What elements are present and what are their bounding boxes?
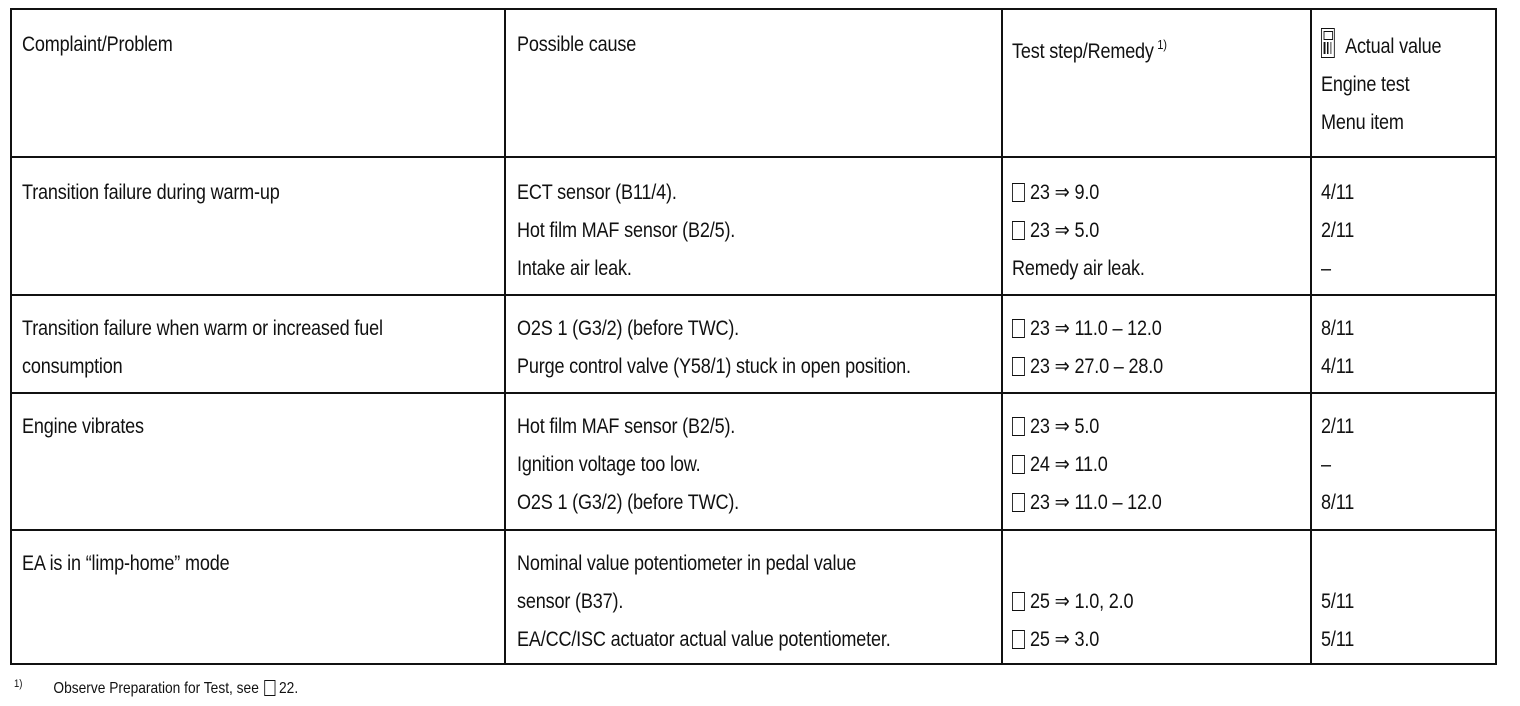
row-3-causes: Hot film MAF sensor (B2/5). Ignition voltage too low. O2S 1 (G3/2) (before TWC). xyxy=(517,415,740,514)
row-1-causes: ECT sensor (B11/4). Hot film MAF sensor (B2/5). Intake air leak. xyxy=(517,181,736,280)
reference-box-icon xyxy=(1012,592,1025,611)
row-4-tests xyxy=(1012,545,1133,659)
footnote-text: Observe Preparation for Test, see xyxy=(53,680,259,697)
row-2-tests xyxy=(1012,310,1163,386)
reference-box-icon xyxy=(1012,221,1025,240)
header-complaint: Complaint/Problem xyxy=(22,33,173,56)
reference-box-icon xyxy=(264,680,275,696)
row-4-actual: 5/11 5/11 xyxy=(1321,590,1355,651)
footnote xyxy=(14,672,298,701)
row-1-complaint: Transition failure during warm-up xyxy=(22,181,280,204)
row-2-actual: 8/11 4/11 xyxy=(1321,317,1355,378)
test-step: 23 ⇒ 27.0 – 28.0 xyxy=(1012,348,1163,386)
row-4-complaint: EA is in “limp-home” mode xyxy=(22,552,230,575)
row-2-complaint: Transition failure when warm or increased fuel consumption xyxy=(22,317,383,378)
reference-box-icon xyxy=(1012,357,1025,376)
row-divider xyxy=(12,294,1495,296)
test-step: 23 ⇒ 5.0 xyxy=(1012,408,1162,446)
row-1-tests xyxy=(1012,174,1145,288)
reference-box-icon xyxy=(1012,493,1025,512)
row-3-tests xyxy=(1012,408,1162,522)
reference-box-icon xyxy=(1012,417,1025,436)
reference-box-icon xyxy=(1012,630,1025,649)
row-4-causes: Nominal value potentiometer in pedal value sensor (B37). EA/CC/ISC actuator actual value potentiometer. xyxy=(517,552,891,651)
row-divider xyxy=(12,392,1495,394)
row-1-actual: 4/11 2/11 – xyxy=(1321,181,1355,280)
footnote-marker: 1) xyxy=(1157,37,1167,52)
header-actual: Actual value Engine test Menu item xyxy=(1321,28,1441,142)
footnote-number: 1) xyxy=(14,678,23,690)
diagnosis-table xyxy=(10,8,1497,665)
header-test: Test step/Remedy $^{1)}$ xyxy=(1012,37,1167,63)
column-divider xyxy=(1310,10,1312,663)
test-step: 23 ⇒ 11.0 – 12.0 xyxy=(1012,484,1162,522)
test-step: 23 ⇒ 9.0 xyxy=(1012,174,1145,212)
test-step: 24 ⇒ 11.0 xyxy=(1012,446,1162,484)
remedy-text: Remedy air leak. xyxy=(1012,257,1145,280)
test-step: 25 ⇒ 3.0 xyxy=(1012,621,1133,659)
reference-box-icon xyxy=(1012,183,1025,202)
test-step: 25 ⇒ 1.0, 2.0 xyxy=(1012,583,1133,621)
row-3-actual: 2/11 – 8/11 xyxy=(1321,415,1355,514)
header-cause: Possible cause xyxy=(517,33,637,56)
test-step: 23 ⇒ 11.0 – 12.0 xyxy=(1012,310,1163,348)
row-2-causes: O2S 1 (G3/2) (before TWC). Purge control valve (Y58/1) stuck in open position. xyxy=(517,317,911,378)
footnote-ref: 22. xyxy=(279,680,299,697)
row-divider xyxy=(12,156,1495,158)
reference-box-icon xyxy=(1012,455,1025,474)
tester-icon xyxy=(1321,28,1335,58)
reference-box-icon xyxy=(1012,319,1025,338)
row-3-complaint: Engine vibrates xyxy=(22,415,144,438)
column-divider xyxy=(1001,10,1003,663)
column-divider xyxy=(504,10,506,663)
row-divider xyxy=(12,529,1495,531)
test-step: 23 ⇒ 5.0 xyxy=(1012,212,1145,250)
